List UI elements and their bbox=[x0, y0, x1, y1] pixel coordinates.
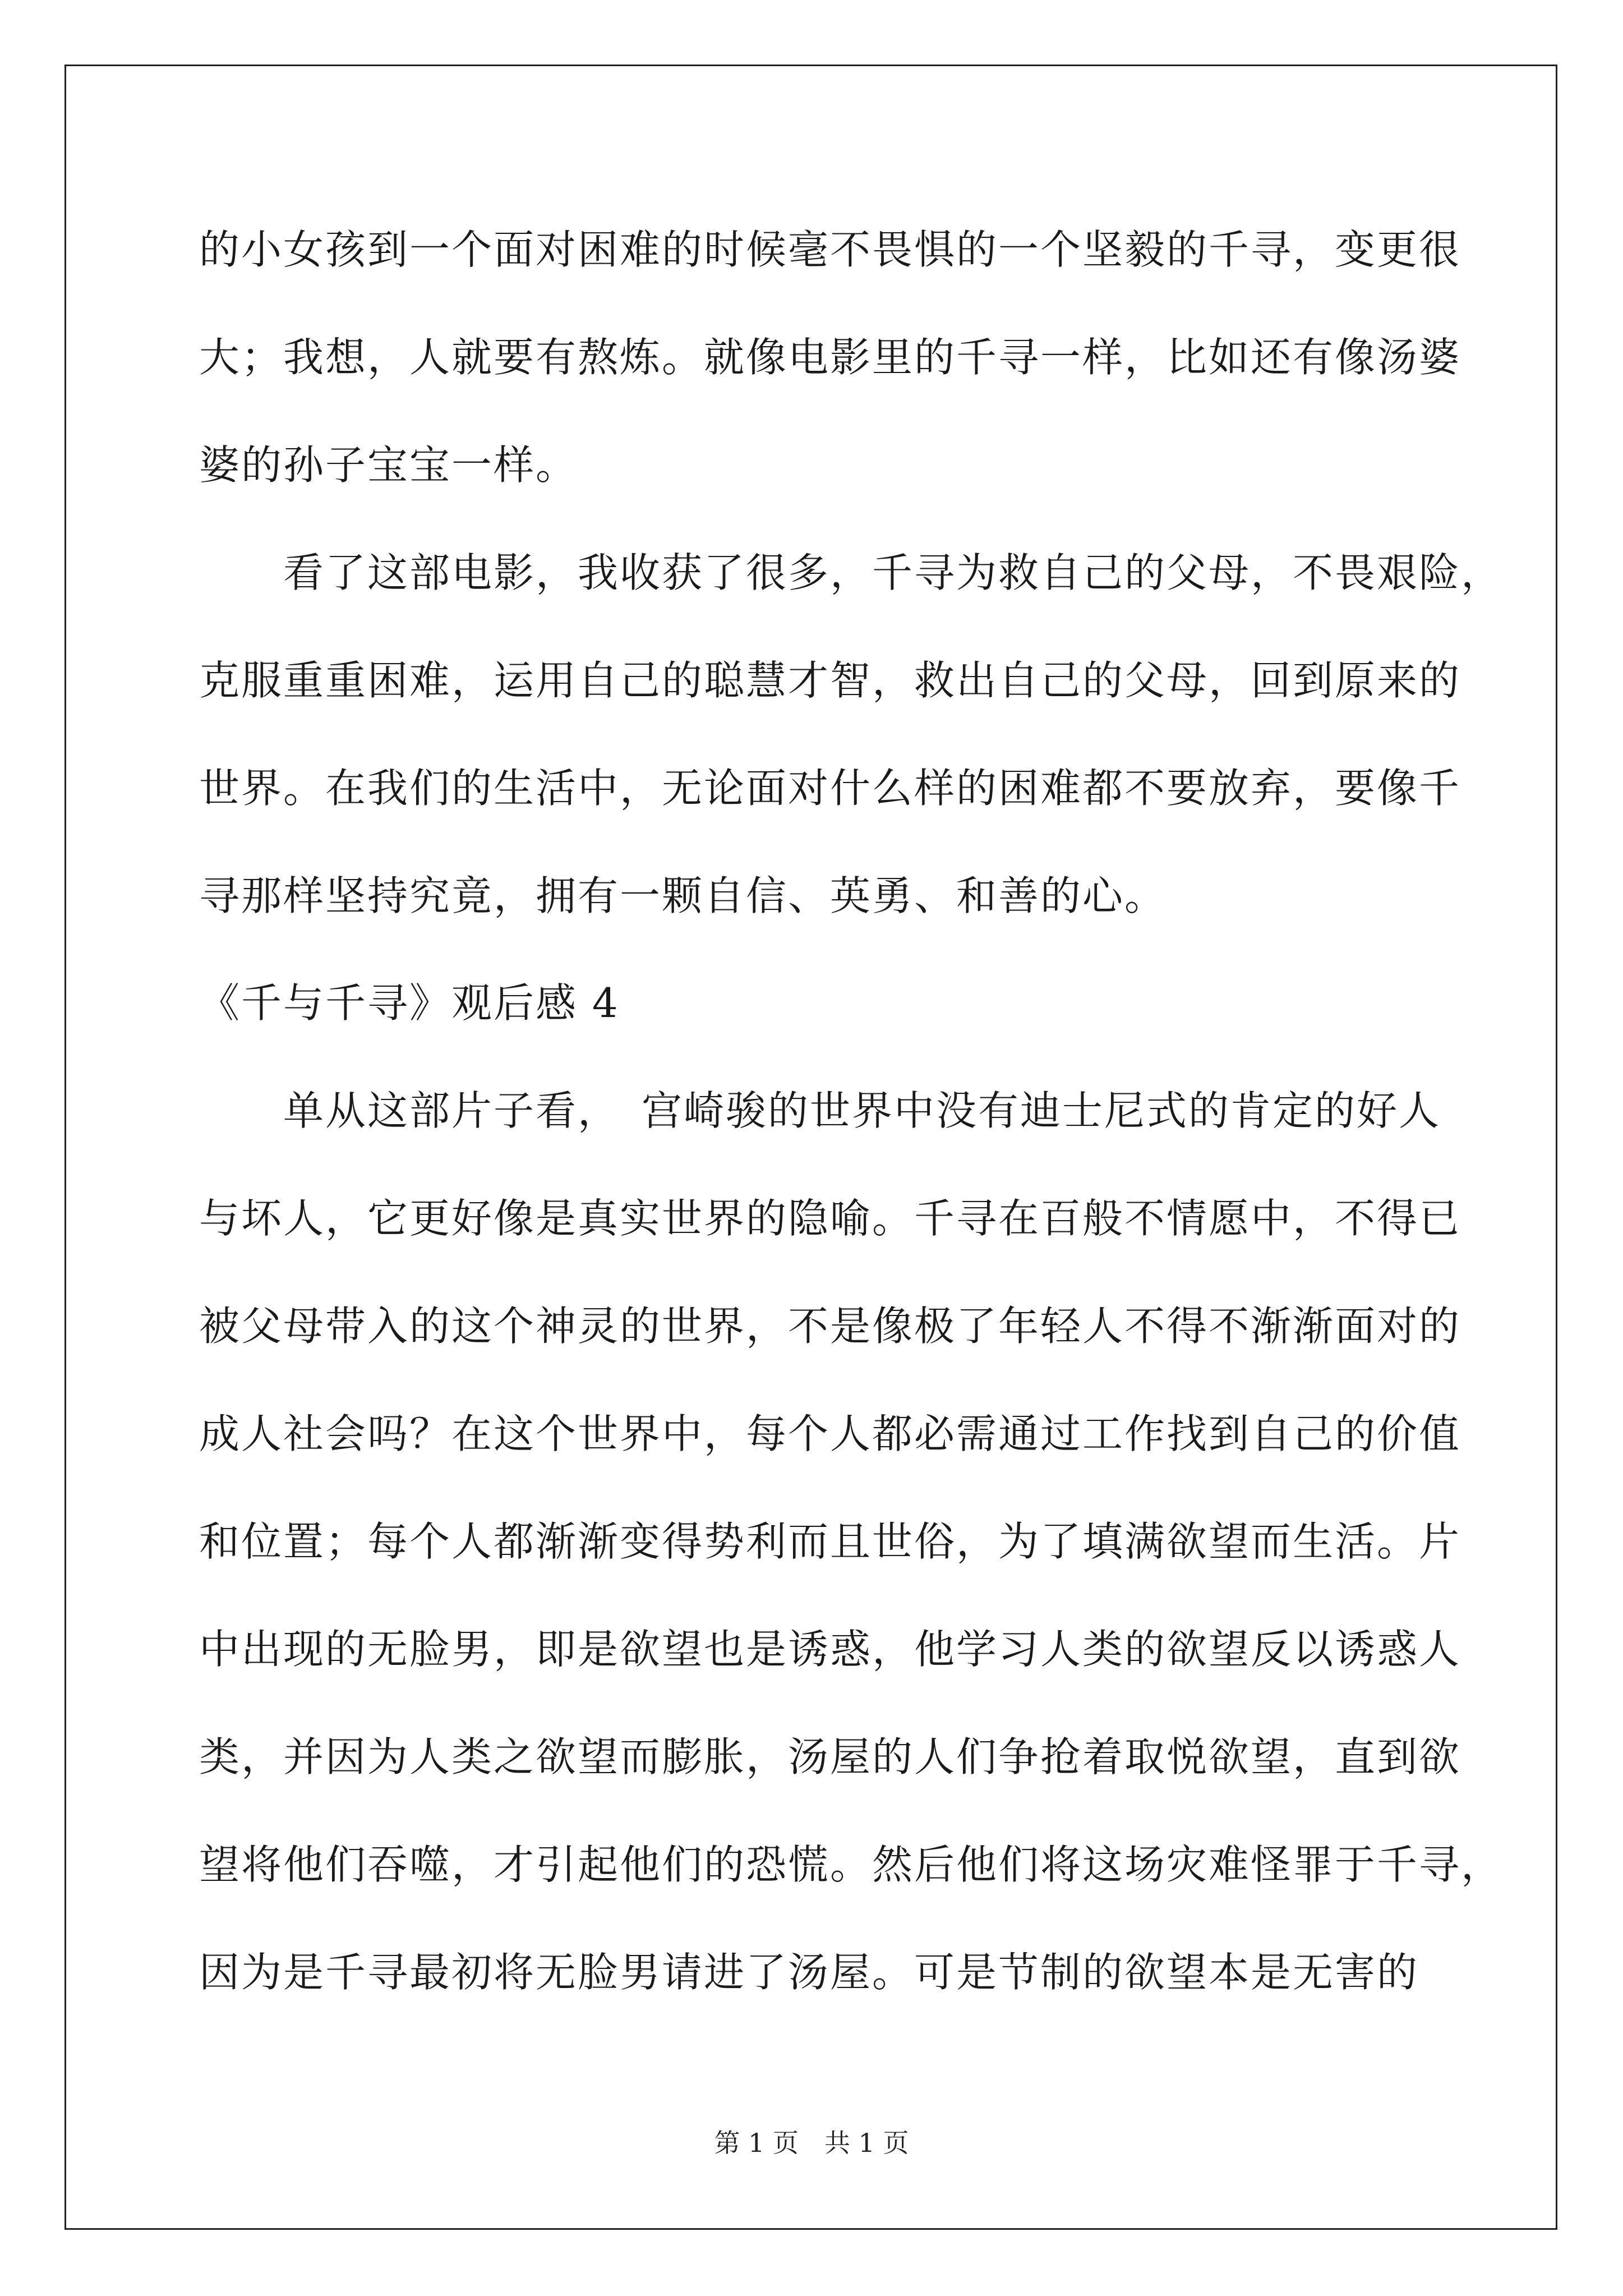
page-border bbox=[64, 65, 1557, 2230]
text-line: 寻那样坚持究竟，拥有一颗自信、英勇、和善的心。 bbox=[199, 872, 1167, 919]
text-line: 看了这部电影，我收获了很多，千寻为救自己的父母，不畏艰险， bbox=[199, 549, 1504, 596]
page-number-footer: 第 1 页 共 1 页 bbox=[714, 2128, 909, 2158]
text-line: 类，并因为人类之欲望而膨胀，汤屋的人们争抢着取悦欲望，直到欲 bbox=[199, 1733, 1461, 1780]
text-line: 望将他们吞噬，才引起他们的恐慌。然后他们将这场灾难怪罪于千寻， bbox=[199, 1841, 1504, 1888]
text-line: 世界。在我们的生活中，无论面对什么样的困难都不要放弃，要像千 bbox=[199, 765, 1461, 812]
text-line: 的小女孩到一个面对困难的时候毫不畏惧的一个坚毅的千寻，变更很 bbox=[199, 226, 1461, 273]
text-line: 因为是千寻最初将无脸男请进了汤屋。可是节制的欲望本是无害的 bbox=[199, 1949, 1419, 1996]
text-line: 大；我想，人就要有熬炼。就像电影里的千寻一样，比如还有像汤婆 bbox=[199, 334, 1461, 381]
text-line: 被父母带入的这个神灵的世界，不是像极了年轻人不得不渐渐面对的 bbox=[199, 1303, 1461, 1350]
text-line: 单从这部片子看， 宫崎骏的世界中没有迪士尼式的肯定的好人 bbox=[199, 1087, 1441, 1134]
section-heading: 《千与千寻》观后感 4 bbox=[199, 979, 620, 1027]
text-line: 成人社会吗？在这个世界中，每个人都必需通过工作找到自己的价值 bbox=[199, 1410, 1461, 1457]
text-line: 与坏人，它更好像是真实世界的隐喻。千寻在百般不情愿中，不得已 bbox=[199, 1195, 1461, 1242]
text-line: 克服重重困难，运用自己的聪慧才智，救出自己的父母，回到原来的 bbox=[199, 657, 1461, 704]
text-line: 和位置；每个人都渐渐变得势利而且世俗，为了填满欲望而生活。片 bbox=[199, 1518, 1461, 1565]
text-line: 婆的孙子宝宝一样。 bbox=[199, 441, 578, 489]
text-line: 中出现的无脸男，即是欲望也是诱惑，他学习人类的欲望反以诱惑人 bbox=[199, 1626, 1461, 1673]
